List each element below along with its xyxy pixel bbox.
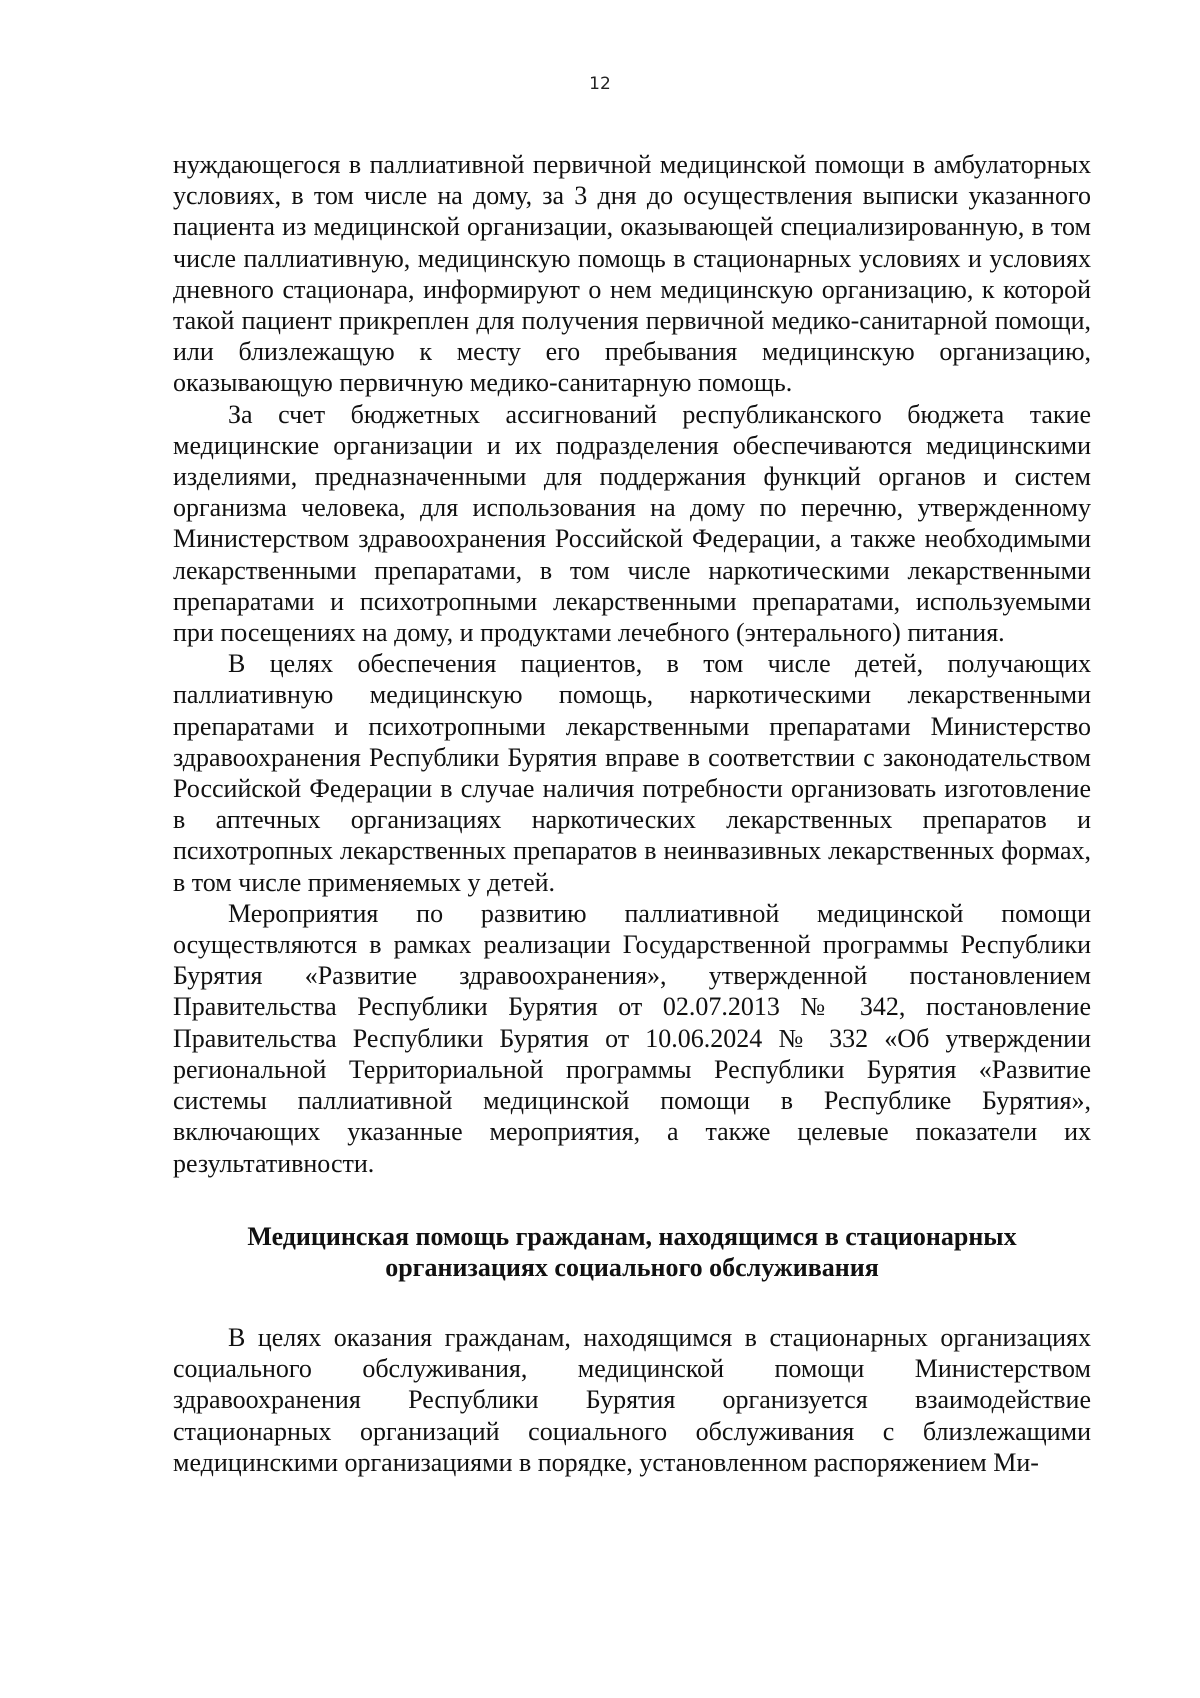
paragraph-5: В целях оказания гражданам, находящимся в стационарных организациях социального обслуживания, медицинской помощи Министерством здравоохранения Республики Бурятия организуется взаимодействие стационарных организаций социального обслуживания с близлежащими медицинскими организациями в порядке, установленном распоряжением Ми- bbox=[173, 1323, 1091, 1477]
body-text-bottom bbox=[173, 1322, 1091, 1478]
section-heading-line-2: организациях социального обслуживания bbox=[385, 1253, 879, 1283]
body-text-top bbox=[173, 149, 1091, 1179]
paragraph-2: За счет бюджетных ассигнований республиканского бюджета такие медицинские организации и их подразделения обеспечиваются медицинскими изделиями, предназначенными для поддержания функций органов и систем организма человека, для использования на дому по перечню, утвержденному Министерством здравоохранения Российской Федерации, а также необходимыми лекарственными препаратами, в том числе наркотическими лекарственными препаратами и психотропными лекарственными препаратами, используемыми при посещениях на дому, и продуктами лечебного (энтерального) питания. bbox=[173, 399, 1091, 648]
paragraph-4: Мероприятия по развитию паллиативной медицинской помощи осуществляются в рамках реализации Государственной программы Республики Бурятия «Развитие здравоохранения», утвержденной постановлением Правительства Республики Бурятия от 02.07.2013 № 342, постановление Правительства Республики Бурятия от 10.06.2024 № 332 «Об утверждении региональной Территориальной программы Республики Бурятия «Развитие системы паллиативной медицинской помощи в Республике Бурятия», включающих указанные мероприятия, а также целевые показатели их результативности. bbox=[173, 898, 1091, 1178]
section-heading bbox=[173, 1221, 1091, 1283]
page-number: 12 bbox=[589, 74, 611, 94]
paragraph-1: нуждающегося в паллиативной первичной медицинской помощи в амбулаторных условиях, в том числе на дому, за 3 дня до осуществления выписки указанного пациента из медицинской организации, оказывающей специализированную, в том числе паллиативную, медицинскую помощь в стационарных условиях и условиях дневного стационара, информируют о нем медицинскую организацию, к которой такой пациент прикреплен для получения первичной медико-санитарной помощи, или близлежащую к месту его пребывания медицинскую организацию, оказывающую первичную медико-санитарную помощь. bbox=[173, 150, 1091, 398]
paragraph-3: В целях обеспечения пациентов, в том числе детей, получающих паллиативную медицинскую помощь, наркотическими лекарственными препаратами и психотропными лекарственными препаратами Министерство здравоохранения Республики Бурятия вправе в соответствии с законодательством Российской Федерации в случае наличия потребности организовать изготовление в аптечных организациях наркотических лекарственных препаратов и психотропных лекарственных препаратов в неинвазивных лекарственных формах, в том числе применяемых у детей. bbox=[173, 649, 1091, 897]
section-heading-line-1: Медицинская помощь гражданам, находящимся в стационарных bbox=[247, 1222, 1017, 1251]
